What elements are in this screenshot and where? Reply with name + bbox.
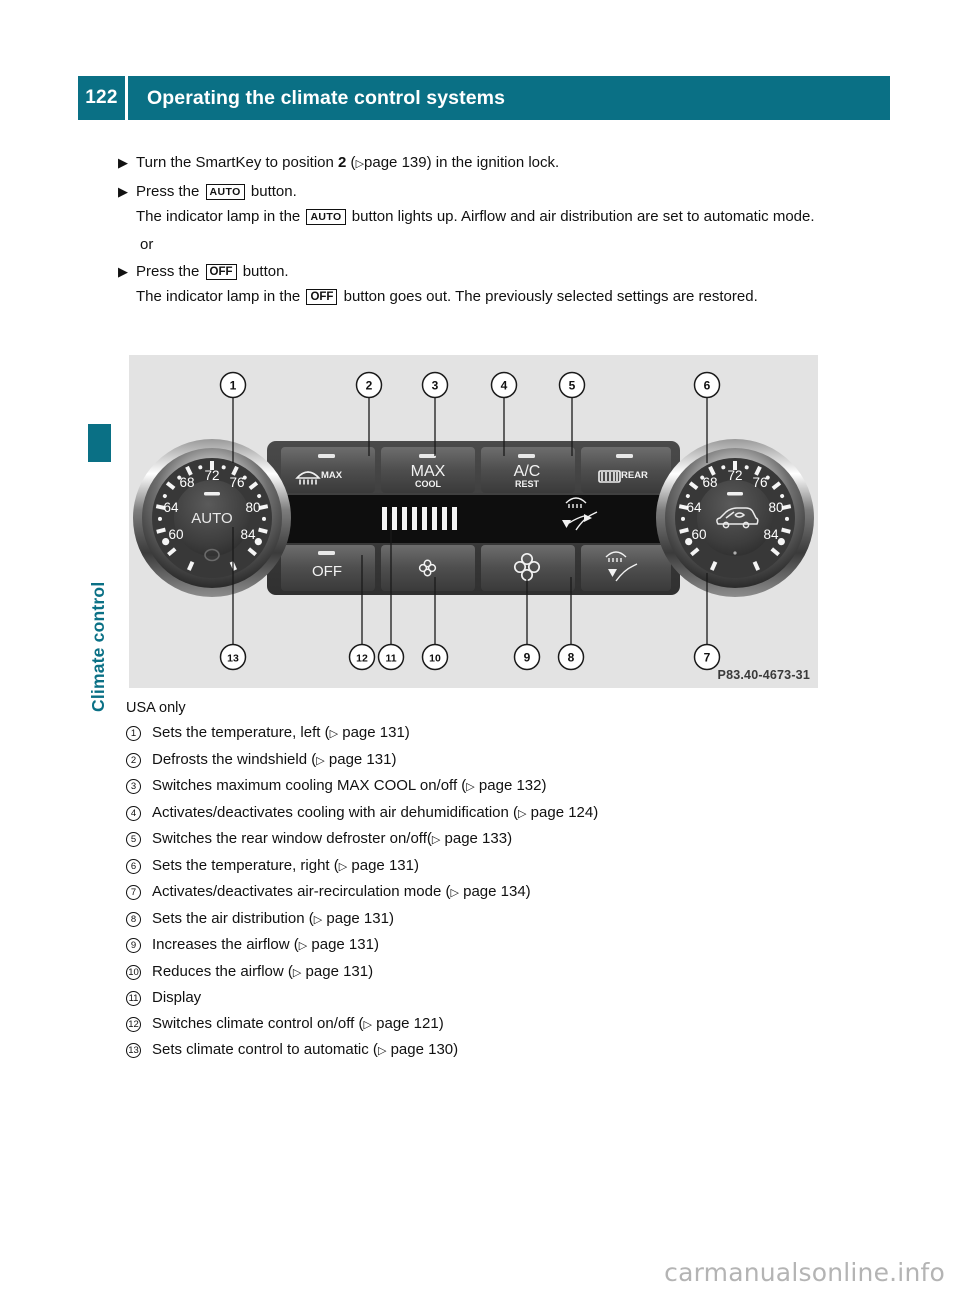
legend-item-number	[126, 934, 152, 956]
legend-number-badge: 4	[126, 806, 141, 821]
callout-1	[221, 373, 246, 398]
svg-text:10: 10	[429, 652, 441, 665]
legend-item-text	[152, 1039, 826, 1062]
step-press-off	[118, 259, 838, 309]
button-label: button.	[242, 263, 289, 280]
legend-ref-open-paren: (	[508, 803, 519, 821]
button-label-rear: REAR	[621, 470, 648, 481]
legend-number-badge: 10	[126, 965, 141, 980]
legend-item-text	[152, 775, 826, 798]
legend-item-label: Sets the temperature, left	[152, 724, 321, 741]
legend-item-text	[152, 1013, 826, 1036]
callout-7	[695, 645, 720, 670]
dial-pointer-mark	[727, 492, 743, 496]
legend-number-badge: 3	[126, 779, 141, 794]
step-press-off-line1	[136, 259, 838, 284]
step-press-auto-line2	[136, 204, 838, 229]
legend-ref-open-paren: (	[329, 856, 339, 874]
step-press-auto-line1	[136, 179, 838, 204]
dial-value-80: 80	[768, 500, 784, 515]
dial-value-76: 76	[229, 475, 245, 490]
legend-item-text	[152, 722, 826, 745]
button-sublabel-cool: COOL	[415, 479, 441, 489]
off-button-keycap[interactable]: OFF	[306, 289, 337, 305]
dial-value-76: 76	[752, 475, 768, 490]
legend-ref-close-paren: )	[593, 803, 599, 821]
legend-item-number	[126, 722, 152, 744]
legend-ref-open-paren: (	[304, 909, 314, 927]
legend-item-text	[152, 961, 826, 984]
paren-close: )	[426, 154, 432, 171]
climate-panel-illustration	[129, 355, 818, 688]
legend-number-badge: 7	[126, 885, 141, 900]
sidebar-tab-marker	[88, 424, 111, 462]
legend-item	[126, 908, 826, 931]
cross-reference-page[interactable]: page 124	[526, 803, 594, 821]
svg-text:6: 6	[703, 378, 711, 393]
dial-value-64: 64	[163, 500, 179, 515]
legend-ref-open-paren: (	[426, 830, 432, 847]
step-smartkey-position: 2	[338, 154, 347, 171]
svg-text:5: 5	[568, 378, 576, 393]
legend-ref-close-paren: )	[373, 936, 379, 953]
dial-value-84: 84	[763, 527, 779, 542]
button-sublabel-rest: REST	[514, 479, 540, 489]
button-label-max: MAX	[321, 470, 343, 481]
rear-defrost-icon	[599, 471, 620, 482]
indicator-lamp-post: button goes out. The previously selected settings are restored.	[343, 288, 758, 305]
cross-reference-arrow-icon: ▷	[329, 728, 339, 740]
legend-ref-close-paren: )	[368, 962, 374, 980]
cross-reference-arrow-icon: ▷	[292, 966, 302, 979]
cross-reference-page[interactable]: page 133	[440, 830, 508, 847]
legend-item-number	[126, 855, 152, 877]
instruction-list	[118, 150, 838, 311]
legend-ref-open-paren: (	[307, 750, 317, 768]
legend-item	[126, 802, 826, 825]
step-press-auto-body	[136, 179, 838, 229]
callout-13	[221, 645, 246, 670]
dial-value-80: 80	[245, 500, 261, 515]
indicator-lamp	[318, 551, 335, 555]
legend-ref-open-paren: (	[354, 1014, 364, 1032]
legend-ref-close-paren: )	[453, 1041, 459, 1058]
legend-ref-close-paren: )	[541, 777, 547, 794]
legend-item-text	[152, 828, 826, 851]
legend-ref-open-paren: (	[441, 883, 451, 900]
legend-item-text	[152, 987, 826, 1009]
cross-reference-arrow-icon: ▷	[518, 807, 527, 820]
legend-item-label: Display	[152, 989, 202, 1006]
svg-text:4: 4	[500, 378, 508, 393]
callout-5	[560, 373, 585, 398]
legend-item-label: Defrosts the windshield	[152, 750, 308, 768]
legend-item-number	[126, 749, 152, 771]
step-smartkey-pre: Turn the SmartKey to position	[136, 154, 334, 171]
legend-item-number	[126, 881, 152, 903]
legend-item-label: Switches climate control on/off	[152, 1014, 355, 1032]
cross-reference-page[interactable]: page 131	[347, 856, 414, 874]
site-watermark: carmanualsonline.info	[664, 1258, 945, 1287]
legend-item	[126, 934, 826, 957]
cross-reference-page[interactable]: page 131	[322, 909, 389, 927]
legend-item-list	[126, 722, 826, 1062]
legend-item-text	[152, 908, 826, 931]
legend-item-label: Activates/deactivates cooling with air dehumidification	[152, 803, 509, 821]
dial-value-64: 64	[686, 500, 702, 515]
cross-reference-arrow-icon: ▷	[363, 1018, 372, 1031]
press-the-label: Press the	[136, 263, 200, 280]
page-header	[78, 76, 890, 120]
cross-reference-page[interactable]: page 131	[338, 724, 405, 741]
legend-item-number	[126, 908, 152, 930]
legend-item-label: Reduces the airflow	[152, 962, 284, 980]
callout-8	[559, 645, 584, 670]
legend-item-label: Switches the rear window defroster on/off	[152, 830, 427, 847]
legend-ref-close-paren: )	[525, 883, 531, 900]
button-blower-increase	[481, 545, 575, 591]
legend-number-badge: 2	[126, 753, 141, 768]
figure-reference-code: P83.40-4673-31	[717, 668, 810, 682]
step-smartkey-body	[136, 150, 838, 177]
press-the-label: Press the	[136, 183, 200, 200]
cross-reference-page[interactable]: page 134	[458, 883, 526, 900]
cross-reference-arrow-icon: ▷	[338, 860, 348, 873]
legend-item-label: Switches maximum cooling MAX COOL on/off	[152, 777, 458, 794]
svg-text:3: 3	[431, 378, 439, 393]
cross-reference-page[interactable]: page 139	[364, 154, 427, 171]
indicator-lamp-pre: The indicator lamp in the	[136, 208, 301, 225]
cross-reference-arrow-icon: ▷	[313, 913, 323, 926]
step-bullet-icon: ▶	[118, 264, 128, 279]
callout-3	[423, 373, 448, 398]
figure-legend	[126, 697, 826, 1066]
cross-reference-page[interactable]: page 121	[371, 1014, 439, 1032]
callout-11	[379, 645, 404, 670]
temperature-dial-right	[656, 439, 814, 597]
dial-value-72: 72	[204, 468, 220, 483]
legend-ref-close-paren: )	[413, 856, 419, 874]
indicator-lamp	[419, 454, 436, 458]
legend-item-text	[152, 855, 826, 878]
climate-control-panel-figure	[129, 355, 818, 688]
legend-number-badge: 9	[126, 938, 141, 953]
legend-item-number	[126, 987, 152, 1009]
legend-ref-open-paren: (	[320, 724, 330, 741]
legend-item-number	[126, 1013, 152, 1035]
legend-item-number	[126, 828, 152, 850]
or-separator: or	[140, 236, 154, 253]
callout-4	[492, 373, 517, 398]
cross-reference-page[interactable]: page 130	[386, 1041, 454, 1058]
legend-ref-close-paren: )	[388, 909, 394, 927]
cross-reference-page[interactable]: page 131	[324, 750, 392, 768]
callout-12	[350, 645, 375, 670]
legend-item-text	[152, 802, 826, 825]
display-panel	[271, 495, 676, 543]
step-bullet-icon: ▶	[118, 184, 128, 199]
cross-reference-arrow-icon: ▷	[466, 781, 475, 793]
svg-text:12: 12	[356, 652, 368, 665]
dial-value-84: 84	[240, 527, 256, 542]
svg-text:13: 13	[227, 652, 239, 665]
legend-ref-close-paren: )	[391, 750, 397, 768]
legend-item-text	[152, 881, 826, 904]
step-press-off-body	[136, 259, 838, 309]
legend-number-badge: 6	[126, 859, 141, 874]
legend-item-text	[152, 749, 826, 772]
button-label: button.	[250, 183, 297, 200]
legend-number-badge: 8	[126, 912, 141, 927]
cross-reference-page[interactable]: page 131	[301, 962, 369, 980]
dial-center-knob	[697, 480, 773, 556]
cross-reference-arrow-icon: ▷	[298, 940, 308, 952]
callout-2	[357, 373, 382, 398]
svg-text:9: 9	[523, 650, 531, 665]
legend-number-badge: 11	[126, 991, 141, 1006]
legend-ref-open-paren: (	[289, 936, 299, 953]
legend-item	[126, 987, 826, 1009]
temperature-dial-left	[133, 439, 291, 597]
legend-item-number	[126, 1039, 152, 1061]
dial-value-68: 68	[179, 475, 195, 490]
step-press-auto	[118, 179, 838, 229]
legend-item-number	[126, 802, 152, 824]
svg-text:8: 8	[567, 650, 575, 665]
dial-value-68: 68	[702, 475, 718, 490]
legend-item-label: Sets the air distribution	[152, 909, 305, 927]
legend-ref-open-paren: (	[457, 777, 467, 794]
cross-reference-arrow-icon: ▷	[431, 834, 441, 846]
legend-note: USA only	[126, 700, 186, 716]
button-label-off: OFF	[312, 563, 342, 580]
off-button-keycap[interactable]: OFF	[206, 264, 237, 280]
cross-reference-arrow-icon: ▷	[450, 887, 459, 899]
callout-6	[695, 373, 720, 398]
callout-9	[515, 645, 540, 670]
svg-text:7: 7	[703, 650, 711, 665]
legend-ref-close-paren: )	[507, 830, 513, 847]
legend-item	[126, 749, 826, 772]
dial-pointer-mark	[204, 492, 220, 496]
svg-text:1: 1	[229, 378, 237, 393]
button-air-distribution	[581, 545, 671, 591]
legend-item	[126, 961, 826, 984]
cross-reference-arrow-icon: ▷	[316, 754, 325, 767]
svg-text:11: 11	[385, 652, 397, 665]
step-smartkey	[118, 150, 838, 177]
legend-item	[126, 1039, 826, 1062]
button-label-max-cool: MAX	[410, 463, 446, 480]
step-press-off-line2	[136, 284, 838, 309]
step-bullet-icon: ▶	[118, 155, 128, 170]
legend-number-badge: 1	[126, 726, 141, 741]
indicator-lamp-post: button lights up. Airflow and air distribution are set to automatic mode.	[351, 208, 815, 225]
page-title: Operating the climate control systems	[128, 76, 890, 120]
legend-item	[126, 1013, 826, 1036]
paren-open: (	[346, 154, 356, 171]
legend-item-label: Activates/deactivates air-recirculation mode	[152, 883, 442, 900]
auto-button-keycap[interactable]: AUTO	[306, 209, 345, 225]
legend-item	[126, 828, 826, 851]
legend-ref-open-paren: (	[368, 1041, 378, 1058]
legend-number-badge: 13	[126, 1043, 141, 1058]
callout-10	[423, 645, 448, 670]
cross-reference-page[interactable]: page 132	[474, 777, 542, 794]
sidebar-section-label: Climate control	[88, 581, 108, 712]
legend-ref-open-paren: (	[283, 962, 293, 980]
indicator-lamp-pre: The indicator lamp in the	[136, 288, 301, 305]
dial-center-label-auto: AUTO	[191, 510, 233, 527]
dial-knob-dot	[733, 551, 736, 554]
legend-item	[126, 722, 826, 745]
dial-value-60: 60	[691, 527, 707, 542]
dial-value-60: 60	[168, 527, 184, 542]
legend-number-badge: 12	[126, 1017, 141, 1032]
legend-item-label: Sets the temperature, right	[152, 856, 330, 874]
step-smartkey-post: in the ignition lock.	[435, 154, 560, 171]
legend-ref-close-paren: )	[438, 1014, 444, 1032]
legend-item-text	[152, 934, 826, 957]
legend-item-label: Sets climate control to automatic	[152, 1041, 369, 1058]
cross-reference-arrow-icon: ▷	[355, 158, 365, 170]
legend-item	[126, 881, 826, 904]
legend-number-badge: 5	[126, 832, 141, 847]
svg-text:2: 2	[365, 378, 373, 393]
legend-item-number	[126, 775, 152, 797]
legend-item-number	[126, 961, 152, 983]
legend-ref-close-paren: )	[404, 724, 410, 741]
cross-reference-arrow-icon: ▷	[377, 1045, 387, 1057]
page-number: 122	[78, 76, 125, 120]
legend-item	[126, 855, 826, 878]
legend-item	[126, 775, 826, 798]
auto-button-keycap[interactable]: AUTO	[206, 184, 245, 200]
indicator-lamp	[616, 454, 633, 458]
legend-item-label: Increases the airflow	[152, 936, 290, 953]
indicator-lamp	[318, 454, 335, 458]
button-label-ac: A/C	[513, 463, 541, 480]
cross-reference-page[interactable]: page 131	[307, 936, 374, 953]
indicator-lamp	[518, 454, 535, 458]
dial-value-72: 72	[727, 468, 743, 483]
